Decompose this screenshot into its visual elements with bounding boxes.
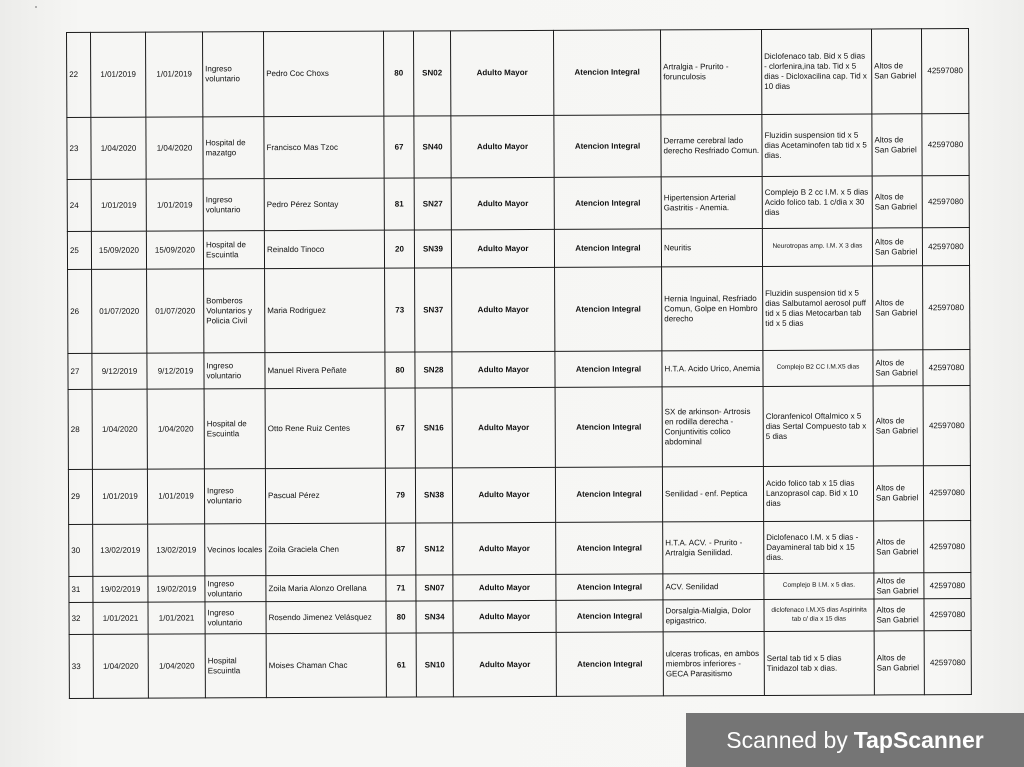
patient-category: Adulto Mayor bbox=[453, 600, 556, 632]
patient-name: Pedro Pérez Sontay bbox=[264, 178, 384, 231]
table-row bbox=[69, 573, 971, 603]
diagnosis: Hernia Inguinal, Resfriado Comun, Golpe en Hombro derecho bbox=[662, 266, 763, 350]
patient-age: 81 bbox=[384, 178, 414, 230]
treatment: Complejo B I.M. x 5 dias. bbox=[764, 573, 874, 599]
row-number: 26 bbox=[68, 269, 92, 353]
referral-source: Ingreso voluntario bbox=[205, 576, 266, 602]
phone: 42597080 bbox=[924, 521, 971, 573]
table-row bbox=[69, 521, 971, 577]
service-type: Atencion Integral bbox=[555, 267, 662, 351]
phone: 42597080 bbox=[923, 466, 970, 521]
phone: 42597080 bbox=[924, 573, 971, 599]
patient-name: Manuel Rivera Peñate bbox=[265, 352, 385, 389]
patient-code: SN38 bbox=[415, 468, 452, 523]
admission-date: 9/12/2019 bbox=[92, 353, 147, 389]
diagnosis: Neuritis bbox=[661, 228, 762, 266]
patient-category: Adulto Mayor bbox=[451, 177, 554, 229]
phone: 42597080 bbox=[921, 29, 968, 114]
location: Altos de San Gabriel bbox=[874, 573, 924, 599]
phone: 42597080 bbox=[922, 114, 969, 176]
table-row bbox=[68, 386, 970, 470]
phone: 42597080 bbox=[923, 386, 970, 466]
phone: 42597080 bbox=[922, 228, 969, 266]
table-row bbox=[69, 631, 971, 699]
patient-age: 80 bbox=[385, 352, 415, 388]
patient-category: Adulto Mayor bbox=[450, 30, 553, 115]
location: Altos de San Gabriel bbox=[872, 176, 922, 228]
row-number: 31 bbox=[69, 576, 93, 602]
patient-age: 20 bbox=[384, 230, 414, 268]
patient-age: 80 bbox=[386, 601, 416, 633]
registration-date: 9/12/2019 bbox=[147, 353, 204, 389]
referral-source: Hospital de mazatgo bbox=[203, 117, 264, 179]
row-number: 28 bbox=[68, 389, 92, 469]
treatment: Acido folico tab x 15 dias Lanzoprasol cap. Bid x 10 dias bbox=[763, 466, 873, 521]
location: Altos de San Gabriel bbox=[872, 228, 922, 266]
table-row bbox=[68, 350, 970, 390]
service-type: Atencion Integral bbox=[556, 574, 663, 600]
table-row bbox=[67, 228, 969, 270]
patient-code: SN12 bbox=[416, 523, 453, 575]
treatment: diclofenaco I.M.X5 dias Aspirinita tab c/ dia x 15 dias bbox=[764, 599, 874, 631]
row-number: 22 bbox=[67, 32, 91, 117]
referral-source: Ingreso voluntario bbox=[205, 602, 266, 634]
patient-name: Rosendo Jimenez Velásquez bbox=[266, 601, 386, 634]
patient-name: Zoila Maria Alonzo Orellana bbox=[266, 575, 386, 602]
service-type: Atencion Integral bbox=[555, 387, 662, 467]
diagnosis: H.T.A. ACV. - Prurito - Artralgia Senilidad. bbox=[663, 521, 764, 573]
registration-date: 1/01/2019 bbox=[146, 179, 203, 231]
phone: 42597080 bbox=[923, 266, 970, 350]
patient-age: 87 bbox=[386, 523, 416, 575]
row-number: 33 bbox=[69, 634, 93, 698]
scan-speck bbox=[35, 6, 37, 8]
patient-age: 67 bbox=[384, 116, 414, 178]
patient-category: Adulto Mayor bbox=[452, 467, 555, 522]
referral-source: Vecinos locales bbox=[205, 524, 266, 576]
registration-date: 1/01/2021 bbox=[148, 602, 205, 634]
phone: 42597080 bbox=[923, 350, 970, 386]
registration-date: 1/01/2019 bbox=[146, 32, 203, 117]
location: Altos de San Gabriel bbox=[873, 350, 923, 386]
admission-date: 01/07/2020 bbox=[92, 269, 147, 353]
row-number: 32 bbox=[69, 602, 93, 634]
patient-age: 71 bbox=[386, 575, 416, 601]
location: Altos de San Gabriel bbox=[874, 599, 924, 631]
admission-date: 1/04/2020 bbox=[92, 389, 147, 469]
diagnosis: ACV. Senilidad bbox=[663, 573, 764, 599]
location: Altos de San Gabriel bbox=[873, 266, 923, 350]
diagnosis: Derrame cerebral lado derecho Resfriado Comun. bbox=[661, 114, 762, 176]
patient-age: 67 bbox=[385, 388, 415, 468]
referral-source: Ingreso voluntario bbox=[204, 353, 265, 389]
admission-date: 1/01/2019 bbox=[91, 32, 146, 117]
patient-category: Adulto Mayor bbox=[452, 351, 555, 387]
service-type: Atencion Integral bbox=[553, 30, 660, 115]
patient-name: Moises Chaman Chac bbox=[266, 633, 386, 698]
treatment: Complejo B 2 cc I.M. x 5 dias Acido folico tab. 1 c/dia x 30 dias bbox=[762, 176, 872, 228]
admission-date: 1/04/2020 bbox=[91, 117, 146, 179]
service-type: Atencion Integral bbox=[556, 600, 663, 632]
service-type: Atencion Integral bbox=[554, 115, 661, 177]
admission-date: 13/02/2019 bbox=[93, 524, 148, 576]
patient-code: SN10 bbox=[416, 633, 453, 697]
diagnosis: ulceras troficas, en ambos miembros inferiores - GECA Parasitismo bbox=[663, 631, 764, 695]
row-number: 27 bbox=[68, 353, 92, 389]
admission-date: 19/02/2019 bbox=[93, 576, 148, 602]
patient-name: Francisco Mas Tzoc bbox=[264, 116, 384, 179]
diagnosis: Hipertension Arterial Gastritis - Anemia. bbox=[661, 176, 762, 228]
patient-age: 61 bbox=[386, 633, 416, 697]
service-type: Atencion Integral bbox=[556, 632, 663, 696]
referral-source: Hospital de Escuintla bbox=[204, 389, 265, 469]
diagnosis: Artralgia - Prurito - forunculosis bbox=[660, 29, 761, 114]
patient-code: SN34 bbox=[416, 601, 453, 633]
patient-age: 73 bbox=[385, 268, 415, 352]
diagnosis: Senilidad - enf. Peptica bbox=[662, 466, 763, 521]
patient-code: SN16 bbox=[415, 388, 452, 468]
referral-source: Ingreso voluntario bbox=[203, 179, 264, 231]
service-type: Atencion Integral bbox=[556, 522, 663, 574]
location: Altos de San Gabriel bbox=[874, 521, 924, 573]
location: Altos de San Gabriel bbox=[874, 631, 924, 695]
registration-date: 01/07/2020 bbox=[147, 269, 204, 353]
treatment: Fluzidin suspension tid x 5 dias Salbutamol aerosol puff tid x 5 dias Metocarban tab tid x 5 dias bbox=[763, 266, 873, 350]
location: Altos de San Gabriel bbox=[873, 466, 923, 521]
referral-source: Hospital Escuintla bbox=[205, 634, 266, 698]
patient-code: SN27 bbox=[414, 178, 451, 230]
patient-code: SN07 bbox=[416, 575, 453, 601]
scanner-watermark bbox=[686, 713, 1024, 767]
table-row bbox=[67, 114, 969, 180]
patient-age: 79 bbox=[385, 468, 415, 523]
registration-date: 1/04/2020 bbox=[146, 117, 203, 179]
treatment: Neurotropas amp. I.M. X 3 dias bbox=[762, 228, 872, 266]
location: Altos de San Gabriel bbox=[871, 29, 921, 114]
patient-category: Adulto Mayor bbox=[452, 387, 555, 467]
service-type: Atencion Integral bbox=[554, 229, 661, 267]
admission-date: 1/04/2020 bbox=[93, 634, 148, 698]
registration-date: 15/09/2020 bbox=[146, 231, 203, 269]
diagnosis: Dorsalgia-Mialgia, Dolor epigastrico. bbox=[663, 599, 764, 631]
table-row bbox=[67, 29, 969, 118]
patient-category: Adulto Mayor bbox=[453, 632, 556, 696]
admission-date: 1/01/2019 bbox=[91, 179, 146, 231]
patient-code: SN28 bbox=[415, 352, 452, 388]
patient-category: Adulto Mayor bbox=[453, 522, 556, 574]
registration-date: 1/04/2020 bbox=[147, 389, 204, 469]
patient-category: Adulto Mayor bbox=[452, 267, 555, 351]
row-number: 23 bbox=[67, 117, 91, 179]
patient-category: Adulto Mayor bbox=[451, 229, 554, 267]
patient-name: Maria Rodriguez bbox=[265, 268, 385, 353]
service-type: Atencion Integral bbox=[555, 351, 662, 387]
treatment: Complejo B2 CC I.M.X5 dias bbox=[763, 350, 873, 386]
patient-records-table bbox=[66, 28, 972, 699]
row-number: 25 bbox=[67, 231, 91, 269]
phone: 42597080 bbox=[924, 599, 971, 631]
watermark-prefix: Scanned by bbox=[726, 726, 848, 753]
registration-date: 1/01/2019 bbox=[147, 469, 204, 524]
watermark-brand: TapScanner bbox=[853, 726, 984, 753]
diagnosis: SX de arkinson- Artrosis en rodilla derecha - Conjuntivitis colico abdominal bbox=[662, 386, 763, 466]
patient-code: SN39 bbox=[414, 230, 451, 268]
patient-name: Otto Rene Ruiz Centes bbox=[265, 388, 385, 469]
referral-source: Ingreso voluntario bbox=[203, 32, 264, 117]
service-type: Atencion Integral bbox=[554, 177, 661, 229]
patient-code: SN40 bbox=[414, 116, 451, 178]
patient-category: Adulto Mayor bbox=[451, 115, 554, 177]
phone: 42597080 bbox=[924, 631, 971, 695]
phone: 42597080 bbox=[922, 176, 969, 228]
location: Altos de San Gabriel bbox=[872, 114, 922, 176]
patient-code: SN02 bbox=[413, 31, 450, 116]
treatment: Diclofenaco tab. Bid x 5 dias - clorfenira,ina tab. Tid x 5 dias - Dicloxacilina cap. Tid x 10 dias bbox=[761, 29, 871, 114]
treatment: Fluzidin suspension tid x 5 dias Acetaminofen tab tid x 5 dias. bbox=[762, 114, 872, 176]
table-row bbox=[68, 466, 970, 525]
referral-source: Bomberos Voluntarios y Policia Civil bbox=[204, 269, 265, 353]
patient-age: 80 bbox=[383, 31, 413, 116]
admission-date: 1/01/2021 bbox=[93, 602, 148, 634]
registration-date: 1/04/2020 bbox=[148, 634, 205, 698]
patient-name: Zoila Graciela Chen bbox=[266, 523, 386, 576]
location: Altos de San Gabriel bbox=[873, 386, 923, 466]
diagnosis: H.T.A. Acido Urico, Anemia bbox=[662, 350, 763, 386]
row-number: 29 bbox=[68, 469, 92, 524]
row-number: 24 bbox=[67, 179, 91, 231]
treatment: Sertal tab tid x 5 dias Tinidazol tab x dias. bbox=[764, 631, 874, 695]
treatment: Diclofenaco I.M. x 5 dias - Dayamineral tab bid x 15 dias. bbox=[764, 521, 874, 573]
service-type: Atencion Integral bbox=[555, 467, 662, 522]
patient-name: Pascual Pérez bbox=[265, 468, 385, 524]
registration-date: 19/02/2019 bbox=[148, 576, 205, 602]
patient-name: Pedro Coc Choxs bbox=[264, 31, 384, 117]
table-row bbox=[67, 176, 969, 232]
referral-source: Hospital de Escuintla bbox=[203, 231, 264, 269]
admission-date: 15/09/2020 bbox=[91, 231, 146, 269]
admission-date: 1/01/2019 bbox=[92, 469, 147, 524]
referral-source: Ingreso voluntario bbox=[204, 469, 265, 524]
patient-name: Reinaldo Tinoco bbox=[264, 230, 384, 269]
table-row bbox=[68, 266, 970, 354]
patient-code: SN37 bbox=[415, 268, 452, 352]
patient-category: Adulto Mayor bbox=[453, 574, 556, 600]
row-number: 30 bbox=[69, 524, 93, 576]
registration-date: 13/02/2019 bbox=[148, 524, 205, 576]
table-row bbox=[69, 599, 971, 635]
treatment: Cloranfenicol Oftalmico x 5 dias Sertal Compuesto tab x 5 dias bbox=[763, 386, 873, 466]
